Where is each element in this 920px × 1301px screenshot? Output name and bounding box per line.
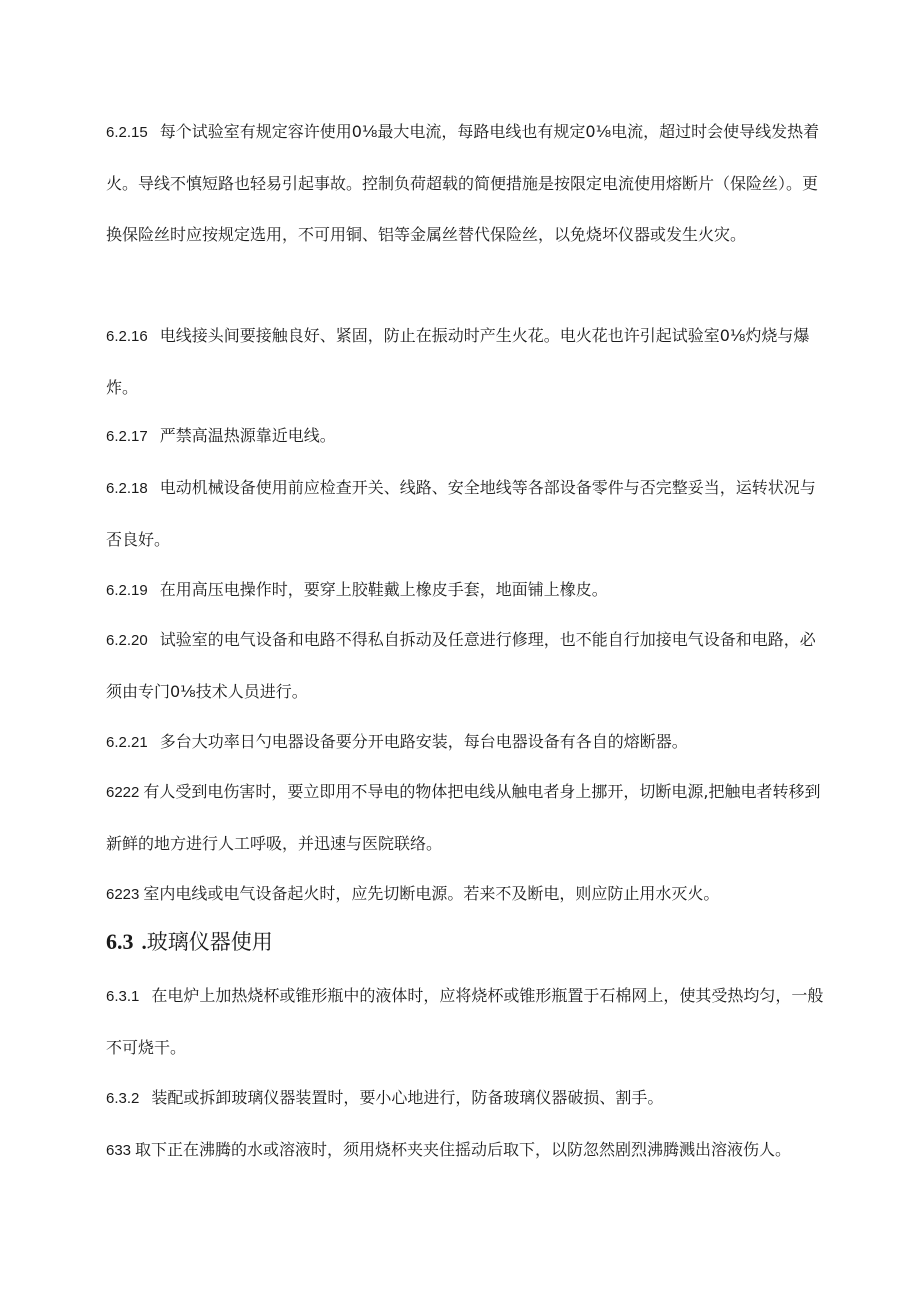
- clause-number: 6.2.18: [106, 480, 148, 497]
- clause-text: 试验室的电气设备和电路不得私自拆动及任意进行修理，也不能自行加接电气设备和电路，必须由专门0⅛技术人员进行。: [106, 630, 816, 701]
- clause-number: 6.3.1: [106, 988, 140, 1005]
- clause-6-3-1: [106, 970, 826, 1073]
- clause-text: 有人受到电伤害时，要立即用不导电的物体把电线从触电者身上挪开，切断电源,把触电者转移到新鲜的地方进行人工呼吸，并迅速与医院联络。: [106, 782, 821, 853]
- clause-6-2-21: [106, 716, 826, 768]
- clause-text: 电线接头间要接触良好、紧固，防止在振动时产生火花。电火花也许引起试验室0⅛灼烧与爆炸。: [106, 326, 810, 397]
- clause-6-2-23: [106, 868, 826, 920]
- clause-6-2-19: [106, 564, 826, 616]
- clause-text: 室内电线或电气设备起火时，应先切断电源。若来不及断电，则应防止用水灭火。: [143, 884, 720, 903]
- clause-text: 每个试验室有规定容许使用0⅛最大电流，每路电线也有规定0⅛电流，超过时会使导线发热着火。导线不慎短路也轻易引起事故。控制负荷超载的简便措施是按限定电流使用熔断片（保险丝）。更换保险丝时应按规定选用，不可用铜、铝等金属丝替代保险丝，以免烧坏仪器或发生火灾。: [106, 122, 820, 244]
- clause-number: 6.2.20: [106, 632, 148, 649]
- section-number: 6.3: [106, 929, 134, 954]
- clause-6-3-3: [106, 1124, 826, 1176]
- section-heading-6-3: [106, 922, 273, 962]
- clause-number: 6.2.17: [106, 428, 148, 445]
- clause-text: 严禁高温热源靠近电线。: [159, 426, 336, 445]
- clause-6-2-15: [106, 106, 826, 260]
- clause-text: 装配或拆卸玻璃仪器装置时，要小心地进行，防备玻璃仪器破损、割手。: [151, 1088, 664, 1107]
- section-dot: .: [141, 930, 147, 954]
- clause-number: 6.2.19: [106, 582, 148, 599]
- clause-number: 6.2.16: [106, 328, 148, 345]
- section-title: 玻璃仪器使用: [146, 930, 273, 954]
- clause-6-2-16: [106, 310, 826, 413]
- clause-text: 在电炉上加热烧杯或锥形瓶中的液体时，应将烧杯或锥形瓶置于石棉网上，使其受热均匀，一般不可烧干。: [106, 986, 824, 1057]
- clause-6-2-17: [106, 410, 826, 462]
- clause-number: 6222: [106, 784, 140, 801]
- clause-number: 6223: [106, 886, 140, 903]
- clause-6-2-20: [106, 614, 826, 717]
- clause-text: 电动机械设备使用前应检查开关、线路、安全地线等各部设备零件与否完整妥当，运转状况与否良好。: [106, 478, 816, 549]
- clause-text: 多台大功率日勺电器设备要分开电路安装，每台电器设备有各自的熔断器。: [159, 732, 688, 751]
- clause-text: 在用高压电操作时，要穿上胶鞋戴上橡皮手套，地面铺上橡皮。: [159, 580, 608, 599]
- clause-6-3-2: [106, 1072, 826, 1124]
- clause-6-2-18: [106, 462, 826, 565]
- clause-number: 6.3.2: [106, 1090, 140, 1107]
- clause-number: 6.2.15: [106, 124, 148, 141]
- clause-6-2-22: [106, 766, 826, 869]
- clause-number: 6.2.21: [106, 734, 148, 751]
- clause-number: 633: [106, 1142, 132, 1159]
- clause-text: 取下正在沸腾的水或溶液时，须用烧杯夹夹住摇动后取下，以防忽然剧烈沸腾溅出溶液伤人。: [135, 1140, 792, 1159]
